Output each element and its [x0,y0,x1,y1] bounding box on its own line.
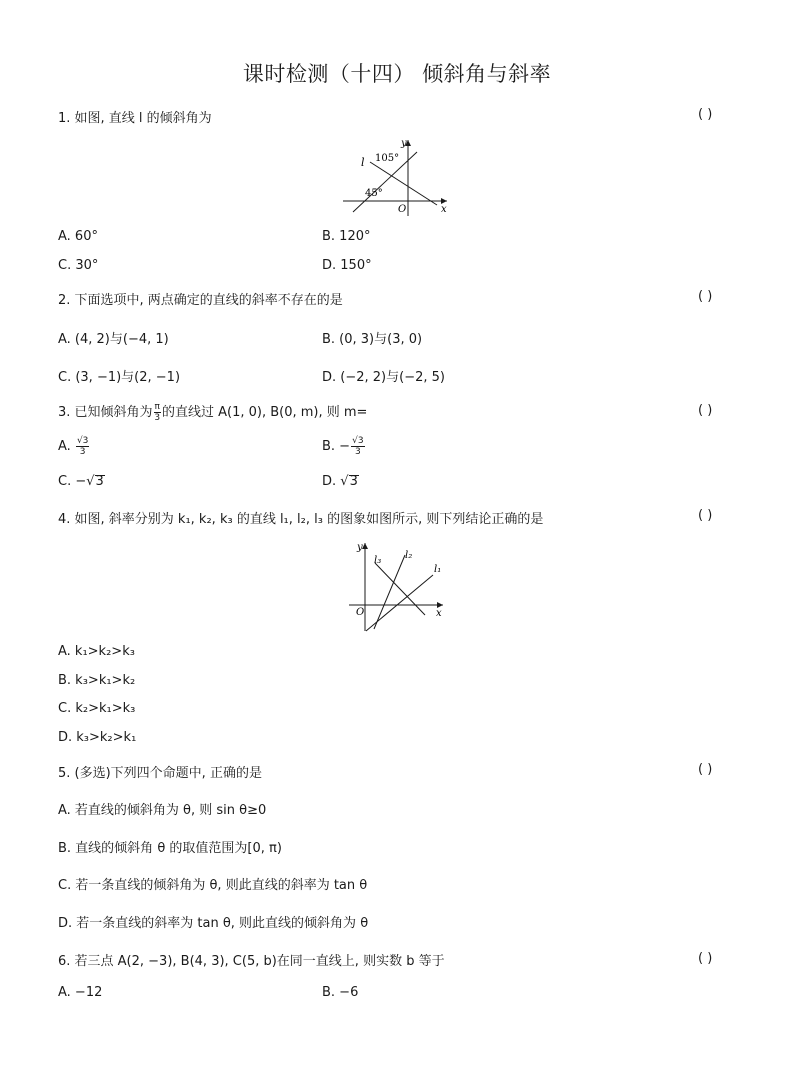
question-4-stem: 4. 如图, 斜率分别为 k₁, k₂, k₃ 的直线 l₁, l₂, l₃ 的图象如图所示, 则下列结论正确的是 [58,512,544,527]
question-2-option-a[interactable]: A. (4, 2)与(−4, 1) [58,332,169,347]
x-label: x [436,608,442,619]
fraction-numerator: π [154,402,160,412]
question-1-stem: 1. 如图, 直线 l 的倾斜角为 [58,111,212,126]
y-label: y [357,542,363,553]
question-3-stem-pre: 3. 已知倾斜角为 [58,405,153,420]
option-b-fraction [351,436,364,457]
question-3-option-c[interactable] [58,474,105,489]
radicand: 3 [95,474,104,489]
line-l-label: l [361,156,365,169]
page-title: 课时检测（十四） 倾斜角与斜率 [242,62,552,86]
sqrt-sign: √ [340,474,349,489]
question-4-answer-blank: ( ) [698,508,713,523]
question-4-figure [345,537,450,633]
x-label: x [441,204,447,215]
sqrt-sign: √ [86,474,95,489]
question-4-option-c[interactable]: C. k₂>k₁>k₃ [58,701,136,716]
question-1-option-d[interactable]: D. 150° [322,258,372,273]
question-3-option-b[interactable] [322,436,366,457]
option-b-label: B. − [322,439,351,454]
question-5-option-d[interactable]: D. 若一条直线的斜率为 tan θ, 则此直线的倾斜角为 θ [58,916,369,931]
fraction-numerator: √3 [352,436,364,446]
angle-105-label: 105° [375,153,400,164]
origin-label: O [398,204,407,215]
question-2-stem: 2. 下面选项中, 两点确定的直线的斜率不存在的是 [58,293,343,308]
fraction-denominator: 3 [79,447,86,457]
option-a-label: A. [58,439,71,454]
radicand: 3 [349,474,358,489]
question-3-stem [58,401,367,423]
option-d-label: D. [322,474,337,489]
y-label: y [401,138,407,149]
fraction-numerator: √3 [76,436,89,446]
question-5-option-c[interactable]: C. 若一条直线的倾斜角为 θ, 则此直线的斜率为 tan θ [58,878,368,893]
option-a-fraction [76,436,89,457]
pi-over-3-fraction [154,402,161,423]
question-5-answer-blank: ( ) [698,762,713,777]
question-4-option-a[interactable]: A. k₁>k₂>k₃ [58,644,135,659]
question-1-answer-blank: ( ) [698,107,713,122]
line-l3-label: l₃ [374,555,382,566]
question-4-option-b[interactable]: B. k₃>k₁>k₂ [58,673,136,688]
line-l1-label: l₁ [434,564,442,575]
option-c-label: C. − [58,474,87,489]
question-2-option-d[interactable]: D. (−2, 2)与(−2, 5) [322,370,445,385]
question-3-option-d[interactable] [322,474,359,489]
origin-label: O [356,607,365,618]
question-3-option-a[interactable] [58,436,90,457]
question-6-stem: 6. 若三点 A(2, −3), B(4, 3), C(5, b)在同一直线上, 则实数 b 等于 [58,954,445,969]
question-1-option-a[interactable]: A. 60° [58,229,98,244]
question-6-option-a[interactable]: A. −12 [58,985,103,1000]
line-l3 [375,563,425,615]
question-2-option-c[interactable]: C. (3, −1)与(2, −1) [58,370,181,385]
question-1-option-b[interactable]: B. 120° [322,229,371,244]
question-1-option-c[interactable]: C. 30° [58,258,99,273]
line-l2-label: l₂ [405,550,413,561]
question-3-answer-blank: ( ) [698,403,713,418]
question-6-answer-blank: ( ) [698,951,713,966]
question-3-stem-post: 的直线过 A(1, 0), B(0, m), 则 m= [161,405,368,420]
angle-45-label: 45° [365,188,383,199]
question-5-stem: 5. (多选)下列四个命题中, 正确的是 [58,766,262,781]
y-axis-arrow [362,543,368,549]
question-5-option-a[interactable]: A. 若直线的倾斜角为 θ, 则 sin θ≥0 [58,803,267,818]
question-1-figure [335,132,455,218]
question-6-option-b[interactable]: B. −6 [322,985,359,1000]
question-5-option-b[interactable]: B. 直线的倾斜角 θ 的取值范围为[0, π) [58,841,282,856]
line-l1 [366,575,433,631]
question-2-answer-blank: ( ) [698,289,713,304]
fraction-denominator: 3 [354,447,361,457]
fraction-denominator: 3 [154,413,161,423]
question-4-option-d[interactable]: D. k₃>k₂>k₁ [58,730,137,745]
question-2-option-b[interactable]: B. (0, 3)与(3, 0) [322,332,423,347]
